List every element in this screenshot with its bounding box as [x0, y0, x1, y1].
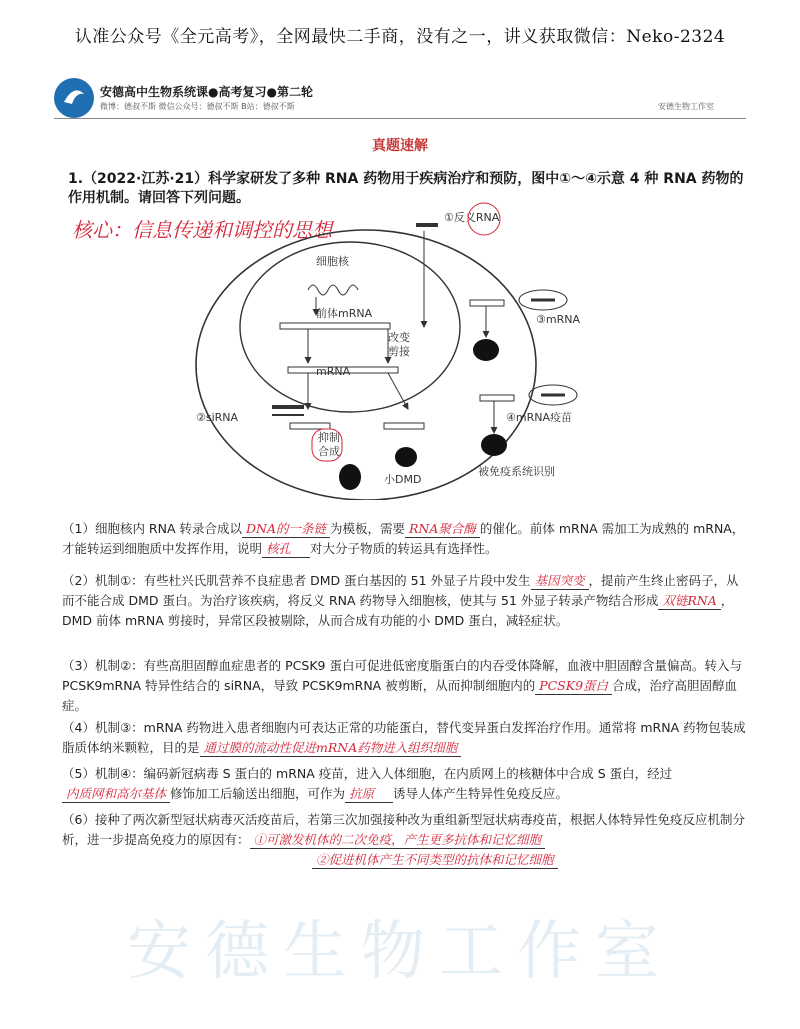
- item-5-text-b: 修饰加工后输送出细胞，可作为: [170, 786, 346, 801]
- item-3-text-b: 合成，治疗高胆固醇血症。: [62, 678, 738, 713]
- answer-2-2: 双链RNA: [658, 592, 720, 610]
- label-sirna: ②siRNA: [196, 411, 239, 424]
- label-vaccine: ④mRNA疫苗: [506, 411, 572, 424]
- label-inhibit: 抑制: [318, 431, 340, 444]
- item-3: [62, 656, 750, 716]
- answer-6-2: ②促进机体产生不同类型的抗体和记忆细胞: [312, 851, 558, 869]
- answer-2-1: 基因突变: [531, 572, 589, 590]
- answer-5-1: 内质网和高尔基体: [62, 785, 170, 803]
- item-4: [62, 718, 750, 758]
- answer-1-2: RNA聚合酶: [405, 520, 480, 538]
- label-mrna-drug: ③mRNA: [536, 313, 580, 326]
- answer-6-1: ①可激发机体的二次免疫，产生更多抗体和记忆细胞: [250, 831, 546, 849]
- watermark: 安德生物工作室: [127, 915, 673, 989]
- handwritten-note: 核心：信息传递和调控的思想: [72, 218, 332, 242]
- item-1: [62, 519, 750, 559]
- question-title: 1.（2022·江苏·21）科学家研发了多种 RNA 药物用于疾病治疗和预防，图中①～④示意 4 种 RNA 药物的作用机制。请回答下列问题。: [68, 171, 744, 206]
- header-divider: [54, 118, 746, 119]
- header-right: 安德生物工作室: [658, 102, 714, 111]
- item-2-text-a: （2）机制①：有些杜兴氏肌营养不良症患者 DMD 蛋白基因的 51 外显子片段中发生: [62, 573, 531, 588]
- item-6-text-a: （6）接种了两次新型冠状病毒灭活疫苗后，若第三次加强接种改为重组新型冠状病毒疫苗，根据人体特异性免疫反应机制分析，进一步提高免疫力的原因有：: [62, 812, 745, 847]
- item-1-text-a: （1）细胞核内 RNA 转录合成以: [62, 521, 242, 536]
- answer-1-1: DNA的一条链: [242, 520, 330, 538]
- item-1-text-d: 对大分子物质的转运具有选择性。: [310, 541, 498, 556]
- label-antisense: ①反义RNA: [444, 211, 500, 224]
- item-2-text-c: ，DMD 前体 mRNA 剪接时，异常区段被剔除，从而合成有功能的小 DMD 蛋白，减轻症状。: [62, 593, 734, 628]
- item-3-text-a: （3）机制②：有些高胆固醇血症患者的 PCSK9 蛋白可促进低密度脂蛋白的内吞受体降解，血液中胆固醇含量偏高。转入与 PCSK9mRNA 特异性结合的 siRNA，导致 PCSK9mRNA 被剪断，从而抑制细胞内的: [62, 658, 742, 693]
- cell-membrane: [196, 230, 536, 500]
- label-pre-mrna: 前体mRNA: [316, 307, 373, 320]
- answer-1-3: 核孔: [262, 540, 310, 558]
- label-immune: 被免疫系统识别: [478, 465, 555, 478]
- logo-icon: [54, 78, 94, 118]
- label-small-dmd: 小DMD: [384, 473, 422, 486]
- answer-4-1: 通过膜的流动性促进mRNA药物进入组织细胞: [200, 739, 462, 757]
- label-synthesis: 合成: [318, 445, 340, 458]
- label-nucleus: 细胞核: [316, 255, 349, 268]
- item-2: [62, 571, 750, 631]
- label-change: 改变: [388, 331, 410, 344]
- header-subtitle: 微博：德叔不斯 微信公众号：德叔不斯 B站：德叔不斯: [100, 102, 295, 111]
- item-5: [62, 764, 750, 804]
- item-2-text-b: ，提前产生终止密码子，从而不能合成 DMD 蛋白。为治疗该疾病，将反义 RNA 药物导入细胞核，使其与 51 外显子转录产物结合形成: [62, 573, 739, 608]
- answer-5-2: 抗原: [345, 785, 393, 803]
- section-title: 真题速解: [372, 138, 428, 154]
- item-1-text-c: 的催化。前体 mRNA 需加工为成熟的 mRNA，才能转运到细胞质中发挥作用，说明: [62, 521, 745, 556]
- item-5-text-a: （5）机制④：编码新冠病毒 S 蛋白的 mRNA 疫苗，进入人体细胞，在内质网上的核糖体中合成 S 蛋白，经过: [62, 766, 673, 781]
- item-5-text-c: 诱导人体产生特异性免疫反应。: [393, 786, 569, 801]
- rna-mechanism-diagram: [188, 195, 628, 500]
- item-6: [62, 810, 750, 870]
- header-title: 安德高中生物系统课●高考复习●第二轮: [100, 85, 313, 99]
- label-splice: 剪接: [388, 345, 410, 358]
- label-mrna: mRNA: [316, 365, 351, 378]
- item-1-text-b: 为模板，需要: [330, 521, 406, 536]
- item-4-text-a: （4）机制③：mRNA 药物进入患者细胞内可表达正常的功能蛋白，替代变异蛋白发挥治疗作用。通常将 mRNA 药物包装成脂质体纳米颗粒，目的是: [62, 720, 746, 755]
- top-banner: 认准公众号《全元高考》，全网最快二手商，没有之一，讲义获取微信：Neko-2324: [74, 27, 726, 47]
- answer-3-1: PCSK9蛋白: [535, 677, 612, 695]
